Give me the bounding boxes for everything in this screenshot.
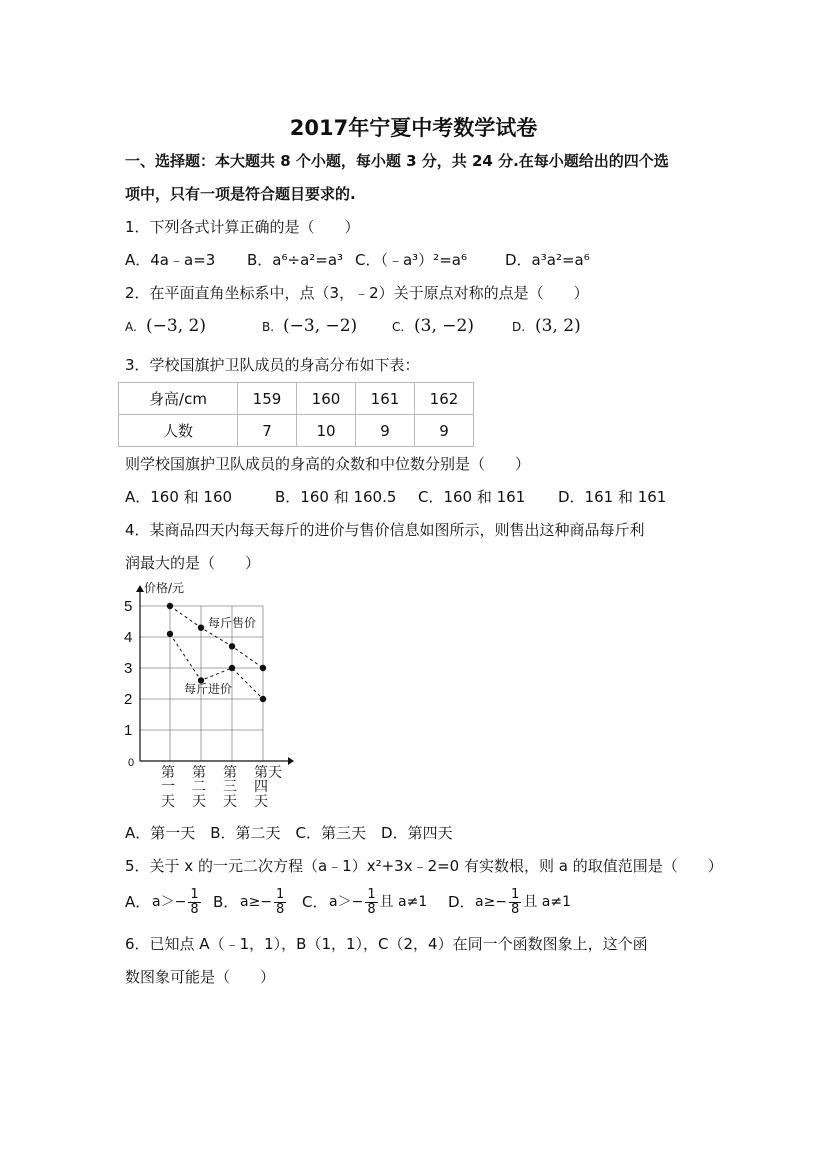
q3-option-b: B．160 和 160.5 — [275, 488, 397, 506]
q5-option-d-suffix: 且 a≠1 — [523, 894, 571, 910]
x-tick-label: 天 — [223, 794, 237, 810]
q6-stem-line1: 6．已知点 A（﹣1，1），B（1，1），C（2，4）在同一个函数图象上，这个函 — [125, 935, 648, 953]
q2-option-a-label: A. — [125, 320, 137, 334]
q3-question: 则学校国旗护卫队成员的身高的众数和中位数分别是（ ） — [125, 455, 531, 473]
table-cell: 身高/cm — [119, 383, 238, 415]
q1-stem: 1．下列各式计算正确的是（ ） — [125, 218, 360, 236]
data-point — [198, 625, 204, 631]
table-cell: 161 — [356, 383, 415, 415]
x-tick-label: 四 — [254, 779, 268, 795]
x-tick-label: 第 — [161, 765, 175, 781]
x-tick-label: 第 — [192, 765, 206, 781]
x-tick-label: 一 — [161, 779, 175, 795]
q5-option-c — [329, 885, 427, 919]
table-cell: 人数 — [119, 415, 238, 447]
q5-option-b-text: a≥− — [240, 894, 273, 910]
fraction-numerator: 1 — [276, 886, 285, 902]
q2-option-c-value: (3, −2) — [414, 316, 474, 336]
y-tick-label: 4 — [124, 629, 133, 646]
table-cell: 10 — [297, 415, 356, 447]
q5-option-a-label: A． — [125, 893, 151, 911]
y-axis-arrow — [136, 585, 144, 592]
q5-option-c-text: a＞− — [329, 894, 364, 910]
q5-option-a — [152, 885, 203, 919]
table-cell: 9 — [356, 415, 415, 447]
q2-option-d-label: D. — [512, 320, 526, 334]
section-heading-line2: 项中，只有一项是符合题目要求的. — [125, 185, 356, 203]
data-point — [167, 603, 173, 609]
fraction-denominator: 8 — [367, 901, 376, 917]
q1-option-b: B．a⁶÷a²=a³ — [247, 251, 344, 269]
fraction-denominator: 8 — [276, 901, 285, 917]
fraction — [188, 888, 200, 917]
x-axis-title: 天 — [268, 765, 282, 781]
q1-option-d: D．a³a²=a⁶ — [505, 251, 590, 269]
q5-stem: 5．关于 x 的一元二次方程（a﹣1）x²+3x﹣2=0 有实数根，则 a 的取值范围是（ ） — [125, 857, 723, 875]
data-point — [260, 696, 266, 702]
fraction-numerator: 1 — [511, 886, 520, 902]
q5-option-d-text: a≥− — [475, 894, 508, 910]
q5-option-c-label: C． — [302, 893, 328, 911]
series-label: 每斤进价 — [184, 682, 233, 696]
page-title: 2017年宁夏中考数学试卷 — [289, 116, 538, 140]
q4-options: A．第一天 B．第二天 C．第三天 D．第四天 — [125, 824, 453, 842]
q2-option-b-label: B. — [262, 320, 275, 334]
height-table — [118, 382, 474, 447]
q3-option-d: D．161 和 161 — [558, 488, 667, 506]
data-point — [167, 631, 173, 637]
q5-option-b-label: B． — [213, 893, 239, 911]
table-row — [119, 415, 474, 447]
q2-option-d-value: (3, 2) — [535, 316, 581, 336]
q4-stem-line1: 4．某商品四天内每天每斤的进价与售价信息如图所示，则售出这种商品每斤利 — [125, 521, 645, 539]
y-tick-label: 2 — [124, 691, 133, 708]
x-tick-label: 二 — [192, 779, 206, 795]
q3-option-c: C．160 和 161 — [418, 488, 526, 506]
x-tick-label: 天 — [161, 794, 175, 810]
fraction-numerator: 1 — [190, 886, 199, 902]
fraction — [509, 888, 521, 917]
q3-stem: 3．学校国旗护卫队成员的身高分布如下表： — [125, 356, 420, 374]
y-tick-label: 1 — [124, 722, 133, 739]
price-chart — [118, 578, 298, 814]
q1-option-a: A．4a﹣a=3 — [125, 251, 216, 269]
table-cell: 7 — [238, 415, 297, 447]
x-tick-label: 三 — [223, 779, 237, 795]
q2-option-a-value: (−3, 2) — [146, 316, 206, 336]
q3-option-a: A．160 和 160 — [125, 488, 233, 506]
q2-option-b-value: (−3, −2) — [283, 316, 358, 336]
q5-option-c-suffix: 且 a≠1 — [379, 894, 428, 910]
q2-option-c-label: C. — [392, 320, 405, 334]
x-tick-label: 天 — [192, 794, 206, 810]
x-tick-label: 第 — [254, 765, 268, 781]
table-cell: 159 — [238, 383, 297, 415]
q2-stem: 2．在平面直角坐标系中，点（3，﹣2）关于原点对称的点是（ ） — [125, 284, 589, 302]
fraction-denominator: 8 — [511, 901, 520, 917]
q4-stem-line2: 润最大的是（ ） — [125, 554, 261, 572]
y-tick-label: 0 — [128, 757, 135, 769]
table-cell: 162 — [415, 383, 474, 415]
table-row — [119, 383, 474, 415]
q1-option-c: C．（﹣a³）²=a⁶ — [355, 251, 467, 269]
fraction-numerator: 1 — [367, 886, 376, 902]
y-tick-label: 3 — [124, 660, 133, 677]
x-tick-label: 第 — [223, 765, 237, 781]
x-tick-label: 天 — [254, 794, 268, 810]
q5-option-d — [475, 885, 571, 919]
q5-option-d-label: D． — [448, 893, 475, 911]
q5-option-b — [240, 885, 288, 919]
data-point — [229, 643, 235, 649]
fraction — [274, 888, 286, 917]
data-point — [260, 665, 266, 671]
section-heading-line1: 一、选择题：本大题共 8 个小题，每小题 3 分，共 24 分.在每小题给出的四个选 — [125, 152, 669, 170]
data-point — [229, 665, 235, 671]
q5-option-a-text: a＞− — [152, 894, 187, 910]
table-cell: 160 — [297, 383, 356, 415]
fraction-denominator: 8 — [190, 901, 199, 917]
x-axis-arrow — [288, 757, 294, 765]
fraction — [365, 888, 377, 917]
y-axis-title: 价格/元 — [144, 581, 185, 595]
table-cell: 9 — [415, 415, 474, 447]
series-label: 每斤售价 — [208, 616, 257, 630]
q6-stem-line2: 数图象可能是（ ） — [125, 968, 276, 986]
y-tick-label: 5 — [124, 598, 133, 615]
